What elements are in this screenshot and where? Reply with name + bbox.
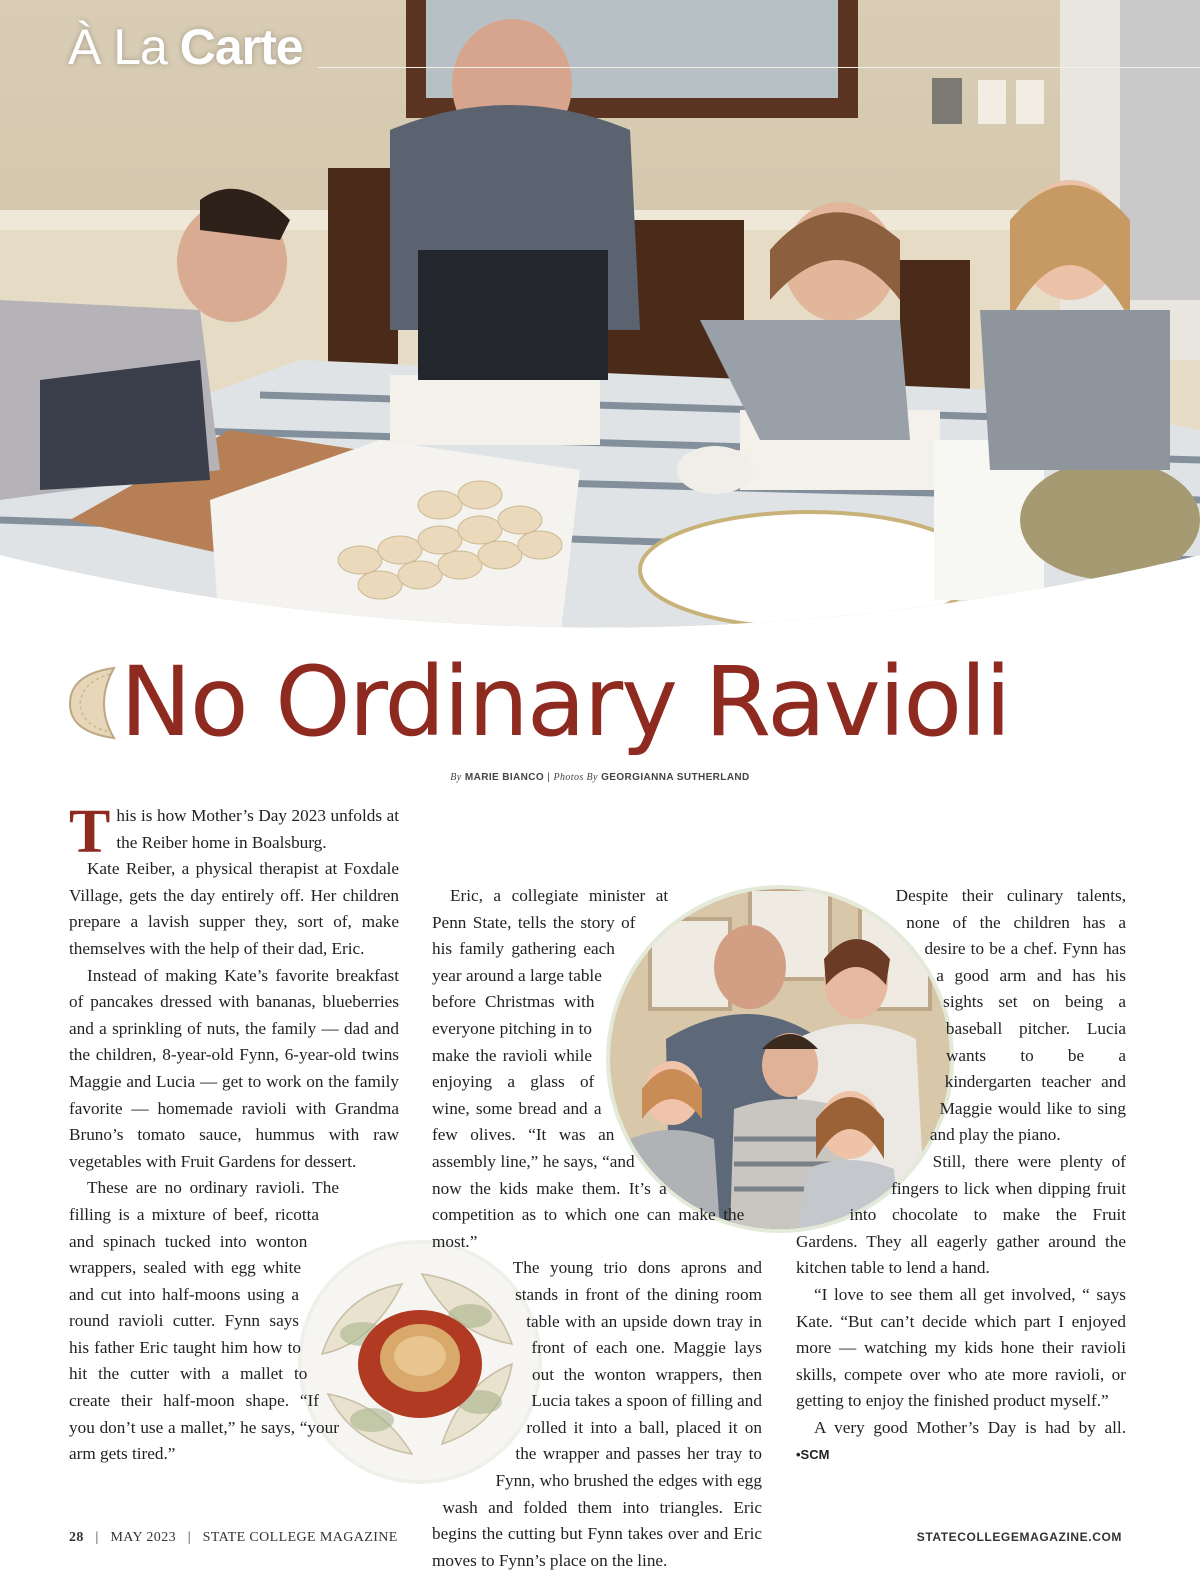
paragraph-4-text: These are no ordinary ravioli. The filling is a mixture of beef, ricotta and spinach tucked into wonton wrappers, sealed with egg white and cut into half-moons using a round ravioli cutter. Fynn says his father Eric taught him how to hit the cutter with a mallet to create their half-moon shape. “If you don’t use a mallet,” he says, “your arm gets tired.”	[69, 1178, 339, 1464]
article-paragraph-8: Still, there were plenty of fingers to lick when dipping fruit into chocolate to make the Fruit Gardens. They all eagerly gather around the kitchen table to lend a hand.	[796, 1151, 1126, 1278]
footer-divider: |	[87, 1530, 107, 1545]
byline	[0, 772, 1200, 783]
section-title-bold: Carte	[179, 19, 303, 75]
paragraph-7-text: Despite their culinary talents, none of the children has a desire to be a chef. Fynn has a good arm and has his sights set on being a baseball pitcher. Lucia wants to be a kindergarten teacher and Maggie would like to sing and play the piano.	[895, 886, 1126, 1145]
hero-photo	[0, 0, 1200, 640]
article-paragraph-5	[432, 883, 762, 1255]
article-column-3	[796, 803, 1126, 1469]
footer-divider: |	[179, 1530, 199, 1545]
drop-cap: T	[69, 798, 111, 866]
footer-issue: MAY 2023	[110, 1530, 177, 1545]
column-2-top-space	[432, 803, 762, 883]
paragraph-6-text: The young trio dons aprons and stands in front of the dining room table with an upside down tray in front of each one. Maggie lays out the wonton wrappers, then Lucia takes a spoon of filling and rolled it into a ball, placed it on the wrapper and passes her tray to Fynn, who brushed the edges with egg wash and folded them into triangles. Eric begins the cutting but Fynn takes over and Eric moves to Fynn’s place on the line.	[432, 1258, 762, 1570]
end-mark: •SCM	[796, 1447, 830, 1463]
paragraph-10-text: A very good Mother’s Day is had by all.	[814, 1417, 1126, 1437]
ravioli-icon	[66, 666, 118, 740]
article-paragraph-4	[69, 1175, 399, 1468]
article-paragraph-6	[432, 1255, 762, 1574]
hero-photo-illustration	[0, 0, 1200, 640]
byline-author: MARIE BIANCO	[464, 772, 545, 783]
section-title-rule	[318, 67, 1200, 68]
article-column-1	[69, 798, 399, 1468]
byline-photographer: GEORGIANNA SUTHERLAND	[601, 772, 750, 783]
byline-separator: |	[547, 772, 551, 783]
photo-wrap-spacer	[796, 883, 946, 1213]
paragraph-5-text: Eric, a collegiate minister at Penn State, tells the story of his family gathering each year around a large table before Christmas with everyone pitching in to make the ravioli while enjoying a glass of wine, some bread and a few olives. “It was an assembly line,” he says, “and now the kids make them. It’s a competition as to which one can make the most.”	[432, 886, 745, 1251]
article-paragraph-3: Instead of making Kate’s favorite breakfast of pancakes dressed with bananas, blueberries and a sprinkling of nuts, the family — dad and the children, 8-year-old Fynn, 6-year-old twins Maggie and Lucia — get to work on the family favorite — homemade ravioli with Grandma Bruno’s tomato sauce, hummus with raw vegetables with Fruit Gardens for dessert.	[69, 965, 399, 1171]
section-title	[68, 18, 303, 76]
byline-by: By	[450, 772, 462, 783]
article-paragraph-2: Kate Reiber, a physical therapist at Foxdale Village, gets the day entirely off. Her children prepare a lavish supper they, sort of, make themselves with the help of their dad, Eric.	[69, 859, 399, 958]
byline-photos-by: Photos By	[553, 772, 598, 783]
headline: No Ordinary Ravioli	[120, 646, 1010, 758]
article-paragraph-9: “I love to see them all get involved, “ says Kate. “But can’t decide which part I enjoyed more — watching my kids hone their ravioli skills, compete over who ate more ravioli, or getting to enjoy the finished product myself.”	[796, 1284, 1126, 1411]
section-title-light: À La	[68, 19, 180, 75]
article-paragraph-7	[796, 883, 1126, 1149]
footer-left	[69, 1530, 398, 1546]
article-column-2	[432, 803, 762, 1574]
column-3-top-space	[796, 803, 1126, 883]
page-number: 28	[69, 1530, 84, 1545]
article-paragraph-1	[69, 798, 399, 866]
article-paragraph-10	[796, 1415, 1126, 1469]
footer-website[interactable]: STATECOLLEGEMAGAZINE.COM	[916, 1530, 1122, 1544]
footer-publication: STATE COLLEGE MAGAZINE	[202, 1530, 398, 1545]
paragraph-1-text: his is how Mother’s Day 2023 unfolds at the Reiber home in Boalsburg.	[116, 806, 399, 852]
headline-row	[66, 642, 1146, 762]
